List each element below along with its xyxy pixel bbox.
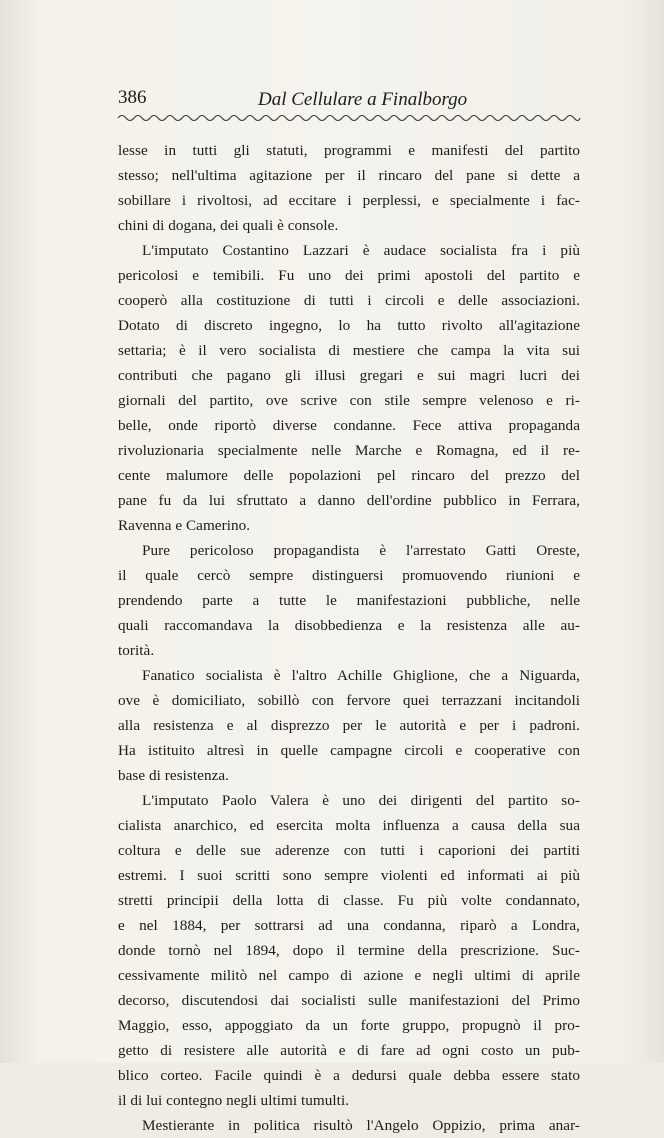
text-line: lesse in tutti gli statuti, programmi e manifesti del partito	[118, 142, 580, 159]
text-line: il di lui contegno negli ultimi tumulti.	[118, 1092, 350, 1109]
text-line: chini di dogana, dei quali è console.	[118, 217, 339, 234]
text-line: Ravenna e Camerino.	[118, 517, 251, 534]
text-line: stretti principii della lotta di classe. Fu più volte condannato,	[118, 892, 580, 909]
text-line: L'imputato Costantino Lazzari è audace socialista fra i più	[142, 242, 580, 259]
text-line: settaria; è il vero socialista di mestiere che campa la vita sui	[118, 342, 580, 359]
text-line: getto di resistere alle autorità e di fare ad ogni costo un pub-	[118, 1042, 580, 1059]
page-header	[0, 86, 664, 114]
text-line: torità.	[118, 642, 155, 659]
text-line: cessivamente militò nel campo di azione e negli ultimi di aprile	[118, 967, 580, 984]
text-line: L'imputato Paolo Valera è uno dei dirigenti del partito so-	[142, 792, 580, 809]
text-line: decorso, discutendosi dai socialisti sulle manifestazioni del Primo	[118, 992, 580, 1009]
text-line: e nel 1884, per sottrarsi ad una condanna, riparò a Londra,	[118, 917, 580, 934]
text-line: Ha istituito altresì in quelle campagne circoli e cooperative con	[118, 742, 580, 759]
paragraph	[118, 663, 580, 788]
text-line: blico corteo. Facile quindi è a dedursi quale debba essere stato	[118, 1067, 580, 1084]
text-line: Mestierante in politica risultò l'Angelo Oppizio, prima anar-	[142, 1117, 580, 1134]
text-line: cente malumore delle popolazioni pel rincaro del prezzo del	[118, 467, 580, 484]
text-line: giornali del partito, ove scrive con stile sempre velenoso e ri-	[118, 392, 580, 409]
text-line: rivoluzionaria specialmente nelle Marche e Romagna, ed il re-	[118, 442, 580, 459]
text-line: contributi che pagano gli illusi gregari e sui magri lucri dei	[118, 367, 580, 384]
paragraph	[118, 1113, 580, 1138]
text-line: alla resistenza e al disprezzo per le autorità e per i padroni.	[118, 717, 580, 734]
text-line: ove è domiciliato, sobillò con fervore quei terrazzani incitandoli	[118, 692, 580, 709]
text-line: coltura e delle sue aderenze con tutti i caporioni dei partiti	[118, 842, 580, 859]
text-line: Fanatico socialista è l'altro Achille Ghiglione, che a Niguarda,	[142, 667, 580, 684]
text-line: cooperò alla costituzione di tutti i circoli e delle associazioni.	[118, 292, 580, 309]
text-line: belle, onde riportò diverse condanne. Fece attiva propaganda	[118, 417, 580, 434]
running-title: Dal Cellulare a Finalborgo	[258, 89, 468, 110]
body-text	[118, 138, 580, 1138]
text-line: il quale cercò sempre distinguersi promuovendo riunioni e	[118, 567, 580, 584]
text-line: Maggio, esso, appoggiato da un forte gruppo, propugnò il pro-	[118, 1017, 580, 1034]
text-line: sobillare i rivoltosi, ad eccitare i perplessi, e specialmente i fac-	[118, 192, 580, 209]
text-line: estremi. I suoi scritti sono sempre violenti ed informati ai più	[118, 867, 580, 884]
text-line: Dotato di discreto ingegno, lo ha tutto rivolto all'agitazione	[118, 317, 580, 334]
paragraph	[118, 238, 580, 538]
text-line: donde tornò nel 1894, dopo il termine della prescrizione. Suc-	[118, 942, 580, 959]
text-line: stesso; nell'ultima agitazione per il rincaro del pane si dette a	[118, 167, 580, 184]
paragraph	[118, 788, 580, 1113]
text-line: pericolosi e temibili. Fu uno dei primi apostoli del partito e	[118, 267, 580, 284]
text-line: quali raccomandava la disobbedienza e la resistenza alle au-	[118, 617, 580, 634]
text-line: prendendo parte a tutte le manifestazioni pubbliche, nelle	[118, 592, 580, 609]
text-line: cialista anarchico, ed esercita molta influenza a causa della sua	[118, 817, 580, 834]
text-line: pane fu da lui sfruttato a danno dell'ordine pubblico in Ferrara,	[118, 492, 580, 509]
paragraph	[118, 538, 580, 663]
text-line: base di resistenza.	[118, 767, 230, 784]
page-number: 386	[118, 87, 147, 108]
decorative-wavy-rule	[118, 112, 580, 124]
paragraph	[118, 138, 580, 238]
text-line: Pure pericoloso propagandista è l'arrestato Gatti Oreste,	[142, 542, 580, 559]
